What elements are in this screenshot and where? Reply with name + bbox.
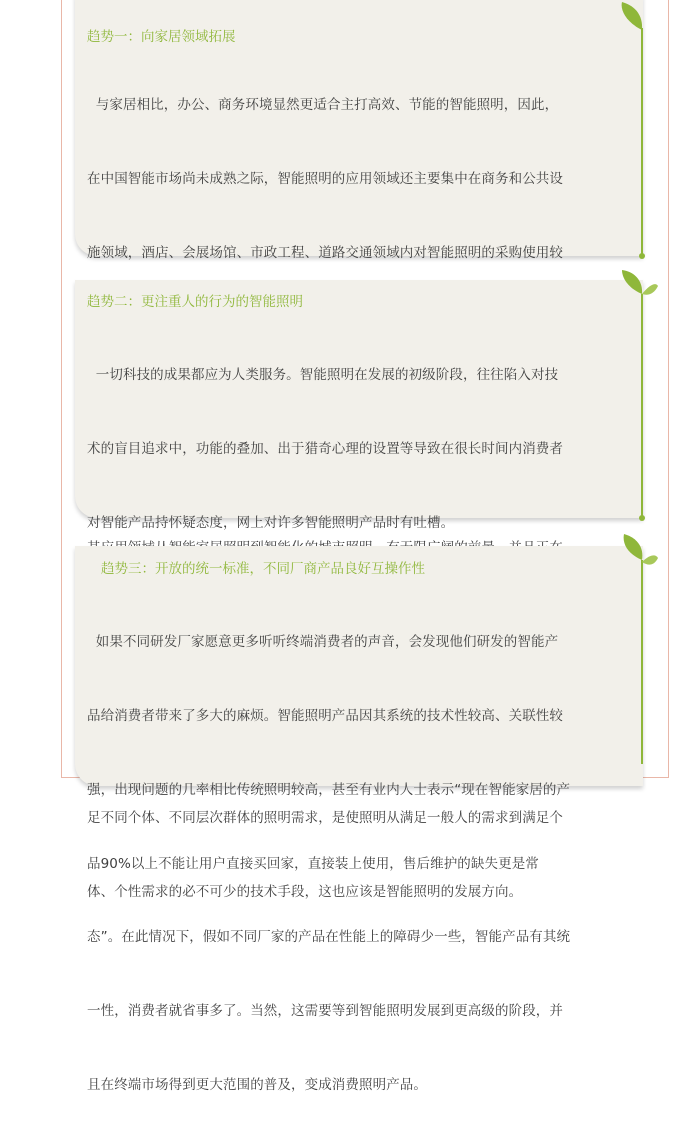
paragraph-line: 在中国智能市场尚未成熟之际，智能照明的应用领域还主要集中在商务和公共设 [87,170,563,187]
paragraph-line: 品90%以上不能让用户直接买回家，直接装上使用，售后维护的缺失更是常 [87,855,539,872]
section-body [87,581,633,1147]
paragraph-line: 足不同个体、不同层次群体的照明需求，是使照明从满足一般人的需求到满足个 [87,809,563,826]
paragraph-line: 施领域，酒店、会展场馆、市政工程、道路交通领域内对智能照明的采购使用较 [87,244,563,261]
trend-card-1 [75,0,643,261]
leaf-icon [612,0,652,262]
section-heading: 趋势二：更注重人的行为的智能照明 [87,294,303,310]
paragraph-line: 对智能产品持怀疑态度，网上对许多智能照明产品时有吐槽。 [87,514,455,531]
paragraph-line: 态”。在此情况下，假如不同厂家的产品在性能上的障碍少一些，智能产品有其统 [87,929,571,946]
paragraph-line: 一性，消费者就省事多了。当然，这需要等到智能照明发展到更高级的阶段，并 [87,1003,563,1020]
paragraph-line: 一切科技的成果都应为人类服务。智能照明在发展的初级阶段，往往陷入对技 [87,367,559,384]
paragraph-line: 品给消费者带来了多大的麻烦。智能照明产品因其系统的技术性较高、关联性较 [87,707,563,724]
paragraph-line: 强，出现问题的几率相比传统照明较高，甚至有业内人士表示“现在智能家居的产 [87,781,571,798]
leaf-icon [612,530,660,764]
section-heading: 趋势三：开放的统一标准，不同厂商产品良好互操作性 [101,561,425,577]
paragraph-line: 体、个性需求的必不可少的技术手段，这也应该是智能照明的发展方向。 [87,883,523,900]
leaf-icon [612,264,660,524]
paragraph-line: 如果不同研发厂家愿意更多听听终端消费者的声音，会发现他们研发的智能产 [87,634,559,651]
paragraph-line: 与家居相比，办公、商务环境显然更适合主打高效、节能的智能照明，因此， [87,97,559,114]
paragraph-line: 且在终端市场得到更大范围的普及，变成消费照明产品。 [87,1076,427,1093]
section-heading: 趋势一：向家居领域拓展 [87,29,236,45]
paragraph-line: 术的盲目追求中，功能的叠加、出于猎奇心理的设置等导致在很长时间内消费者 [87,440,563,457]
